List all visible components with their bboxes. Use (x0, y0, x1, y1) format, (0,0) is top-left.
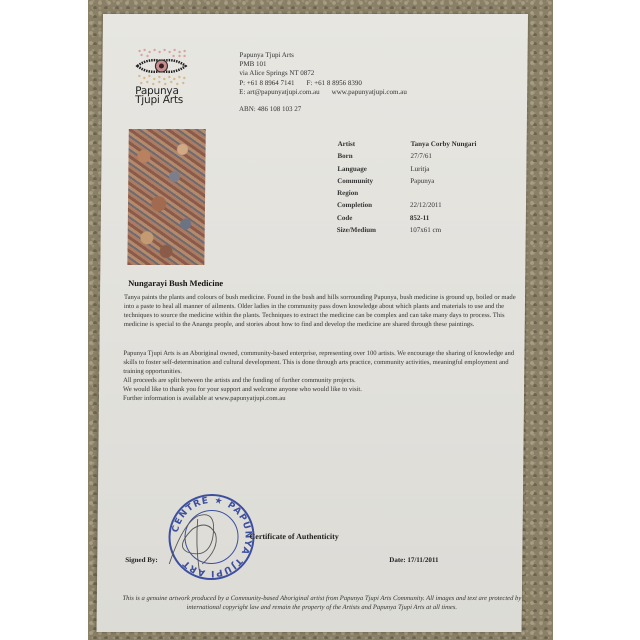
email-address: E: art@papunyatjupi.com.au (239, 87, 320, 96)
fax-number: F: +61 8 8956 8390 (306, 78, 362, 87)
org-paragraph-line: All proceeds are split between the artists and the funding of further community projects. (123, 377, 356, 385)
organization-contact-block (239, 51, 407, 114)
detail-row-born: Born 27/7/61 (337, 152, 432, 161)
phone-number: P: +61 8 8964 7141 (239, 78, 295, 87)
detail-row-size-medium: Size/Medium 107x61 cm (336, 226, 442, 235)
signature-scribble-icon (157, 504, 248, 574)
authenticity-footer-note: This is a genuine artwork produced by a Community-based Aboriginal artist from Papunya Tjupi Arts Community. All images and text are protected by international copyright law and remain the property of the Artists and Papunya Tjupi Arts at all times. (122, 595, 522, 612)
signed-by-label: Signed By: (125, 556, 158, 564)
org-paragraph-line: Further information is available at www.papunyatjupi.com.au (122, 395, 286, 403)
detail-row-community: Community Papunya (337, 176, 435, 185)
certificate-title: Certificate of Authenticity (249, 532, 339, 541)
org-paragraph-line: We would like to thank you for your support and welcome anyone who would like to visit. (123, 386, 362, 394)
logo-text-line1: Papunya (135, 85, 179, 97)
address-line-2: via Alice Springs NT 0872 (239, 69, 315, 78)
website: www.papunyatjupi.com.au (331, 87, 407, 96)
organization-description (123, 349, 524, 404)
address-line-1: PMB 101 (239, 60, 267, 69)
artwork-thumbnail (127, 129, 205, 265)
abn-number: ABN: 486 108 103 27 (238, 105, 302, 114)
logo-text-line2: Tjupi Arts (135, 94, 184, 106)
svg-text:CENTRE ★ PAPUNYA TJUPI ART: CENTRE ★ PAPUNYA TJUPI ART (170, 495, 253, 579)
detail-row-language: Language Luritja (337, 164, 430, 173)
detail-row-region: Region (337, 189, 359, 198)
artwork-description: Tanya paints the plants and colours of bush medicine. Found in the bush and hills sorrounding Papunya, bush medicine is ground up, boiled or made into a paste to heal all manner of ailments. Older ladies in the community pass down knowledge about which plants and materials to use and the techniques to source the medicine within the plants. Techniques to extract the medicine can be complex and can take many days to process. This medicine is special to the Anangu people, and stories about how to find and develop the medicine are shared through these paintings. (123, 294, 516, 329)
org-paragraph-line: Papunya Tjupi Arts is an Aboriginal owned, community-based enterprise, representing over 100 artists. We encourage the sharing of knowledge and skills to foster self-determination and cultural development. This is done through arts practice, community activities, meaningful employment and training opportunities. (123, 350, 515, 376)
dot-painting-eye-icon (135, 48, 187, 86)
detail-row-completion: Completion 22/12/2011 (336, 201, 442, 210)
certificate-document (97, 14, 528, 632)
artwork-details-table (337, 140, 477, 238)
artwork-title: Nungarayi Bush Medicine (128, 278, 224, 288)
detail-row-code: Code 852-11 (336, 213, 430, 222)
detail-row-artist: Artist Tanya Corby Nungari (337, 140, 477, 148)
org-name: Papunya Tjupi Arts (239, 51, 294, 59)
certificate-date: Date: 17/11/2011 (389, 556, 439, 564)
papunya-tjupi-logo (135, 48, 188, 116)
